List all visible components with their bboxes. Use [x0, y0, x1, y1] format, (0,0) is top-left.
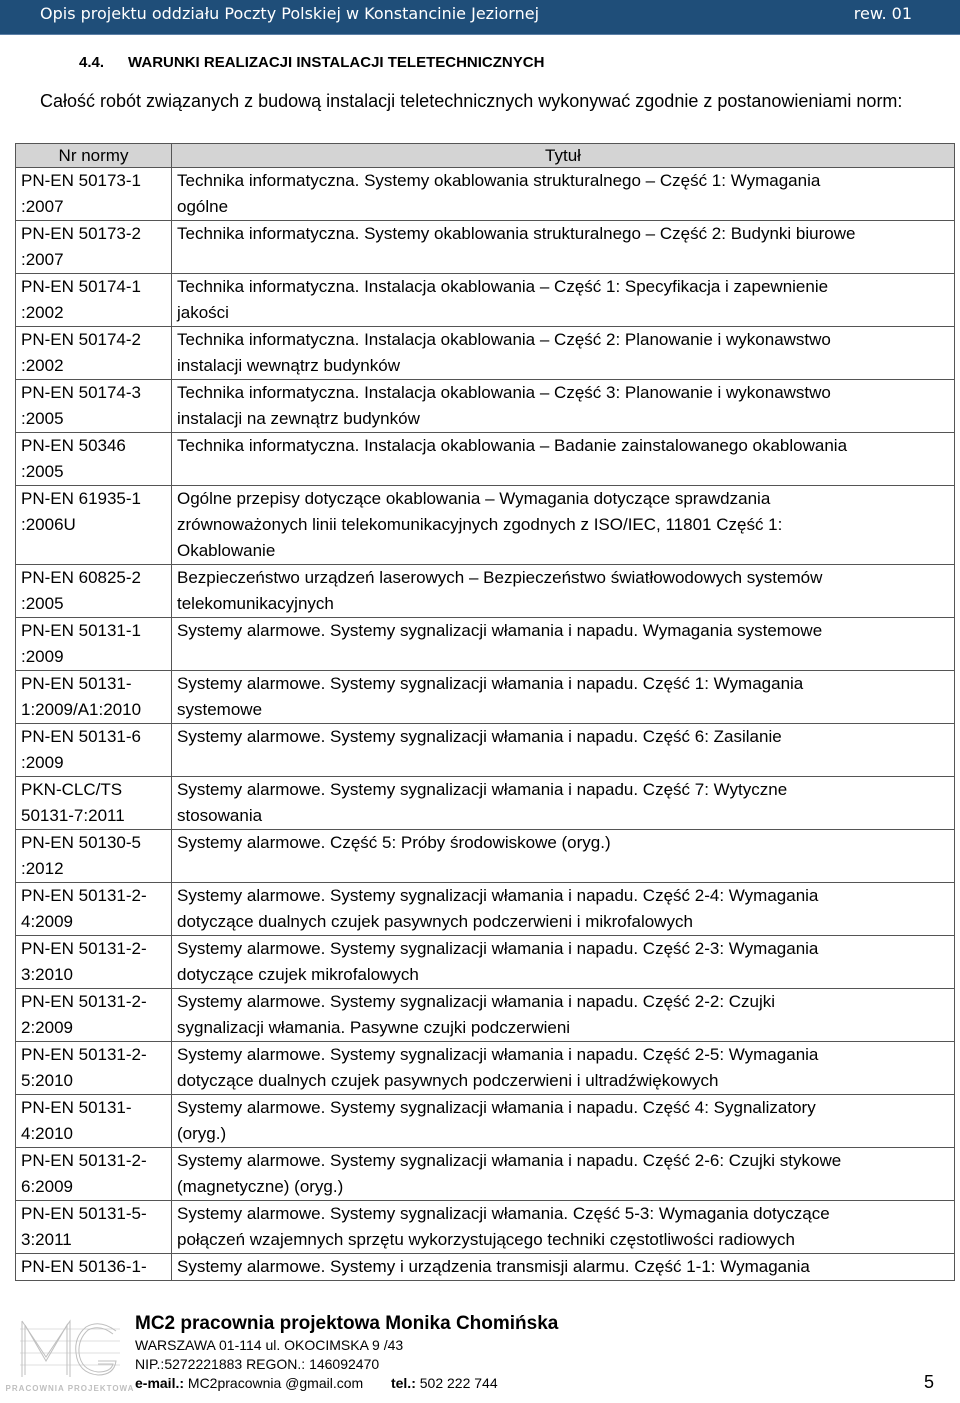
- norm-code-line: 6:2009: [21, 1177, 73, 1196]
- norm-title-line: Systemy alarmowe. Systemy sygnalizacji włamania i napadu. Część 2-4: Wymagania: [177, 886, 819, 905]
- table-row: [16, 1148, 955, 1201]
- tel-label: tel.:: [390, 1375, 416, 1391]
- norm-title-cell: [172, 380, 955, 433]
- norm-code-cell: [16, 486, 172, 565]
- norm-title-cell: [172, 221, 955, 274]
- norm-title-cell: [172, 1201, 955, 1254]
- norm-code-line: 2:2009: [21, 1018, 73, 1037]
- norm-code-line: PN-EN 50173-2: [21, 224, 142, 243]
- norm-title-cell: [172, 486, 955, 565]
- table-row: [16, 565, 955, 618]
- norm-code-cell: [16, 618, 172, 671]
- norm-title-cell: [172, 671, 955, 724]
- norm-code-line: PN-EN 50346: [21, 436, 126, 455]
- table-row: [16, 1201, 955, 1254]
- norm-title-line: Systemy alarmowe. Systemy sygnalizacji włamania i napadu. Część 6: Zasilanie: [177, 727, 782, 746]
- norm-code-cell: [16, 830, 172, 883]
- norm-code-line: PN-EN 50131-: [21, 674, 132, 693]
- norm-title-line: instalacji na zewnątrz budynków: [177, 409, 420, 428]
- norm-title-line: dotyczące dualnych czujek pasywnych podczerwieni i ultradźwiękowych: [177, 1071, 719, 1090]
- norm-code-line: :2012: [21, 859, 64, 878]
- norm-title-cell: [172, 565, 955, 618]
- table-row: [16, 989, 955, 1042]
- norm-code-line: :2007: [21, 197, 64, 216]
- table-row: [16, 618, 955, 671]
- norm-code-line: 3:2011: [21, 1230, 72, 1249]
- norm-title-line: Technika informatyczna. Instalacja okablowania – Część 1: Specyfikacja i zapewnienie: [177, 277, 829, 296]
- company-contact: [135, 1375, 498, 1391]
- norm-title-line: Okablowanie: [177, 541, 276, 560]
- norm-title-cell: [172, 433, 955, 486]
- email-label: e-mail.:: [135, 1375, 185, 1391]
- norm-title-line: Technika informatyczna. Instalacja okablowania – Część 3: Planowanie i wykonawstwo: [177, 383, 831, 402]
- norm-code-line: 50131-7:2011: [21, 806, 125, 825]
- norm-title-cell: [172, 274, 955, 327]
- norm-code-line: PN-EN 50131-: [21, 1098, 132, 1117]
- norm-code-line: :2005: [21, 409, 64, 428]
- norm-title-cell: [172, 1148, 955, 1201]
- norm-title-line: Systemy alarmowe. Systemy sygnalizacji włamania i napadu. Część 4: Sygnalizatory: [177, 1098, 816, 1117]
- norm-code-line: PN-EN 50131-2-: [21, 939, 147, 958]
- norm-code-line: PN-EN 50131-1: [21, 621, 142, 640]
- norm-code-cell: [16, 1201, 172, 1254]
- revision-label: rew. 01: [853, 4, 912, 23]
- norm-title-cell: [172, 618, 955, 671]
- page-number: 5: [923, 1372, 934, 1392]
- table-row: [16, 724, 955, 777]
- norm-code-line: PN-EN 50131-2-: [21, 1045, 147, 1064]
- norm-code-cell: [16, 1095, 172, 1148]
- norm-code-cell: [16, 433, 172, 486]
- norm-code-line: :2002: [21, 356, 64, 375]
- norm-title-line: Systemy alarmowe. Część 5: Próby środowiskowe (oryg.): [177, 833, 611, 852]
- norm-code-cell: [16, 168, 172, 221]
- table-row: [16, 433, 955, 486]
- company-nip-regon: NIP.:5272221883 REGON.: 146092470: [135, 1356, 380, 1372]
- norm-title-line: dotyczące czujek mikrofalowych: [177, 965, 419, 984]
- logo-text: PRACOWNIA PROJEKTOWA: [5, 1384, 135, 1393]
- column-header-code: Nr normy: [16, 144, 172, 168]
- norm-code-line: 3:2010: [21, 965, 73, 984]
- norm-title-line: Technika informatyczna. Instalacja okablowania – Część 2: Planowanie i wykonawstwo: [177, 330, 831, 349]
- norm-title-line: zrównoważonych linii telekomunikacyjnych zgodnych z ISO/IEC, 11801 Część 1:: [177, 515, 783, 534]
- norm-code-cell: [16, 221, 172, 274]
- norm-code-cell: [16, 1254, 172, 1281]
- table-row: [16, 486, 955, 565]
- table-row: [16, 274, 955, 327]
- norm-title-line: Systemy alarmowe. Systemy sygnalizacji włamania i napadu. Wymagania systemowe: [177, 621, 823, 640]
- norm-title-line: Systemy alarmowe. Systemy sygnalizacji włamania i napadu. Część 7: Wytyczne: [177, 780, 788, 799]
- document-title: Opis projektu oddziału Poczty Polskiej w Konstancinie Jeziornej: [40, 4, 540, 23]
- norm-code-line: :2009: [21, 647, 64, 666]
- section-number: 4.4.: [79, 54, 105, 71]
- norm-code-line: PN-EN 50131-2-: [21, 886, 147, 905]
- norm-code-line: PN-EN 50131-2-: [21, 1151, 147, 1170]
- norm-code-line: 4:2010: [21, 1124, 73, 1143]
- norm-code-cell: [16, 1148, 172, 1201]
- norm-code-line: PN-EN 50174-1: [21, 277, 142, 296]
- table-row: [16, 936, 955, 989]
- norm-code-cell: [16, 1042, 172, 1095]
- company-name: MC2 pracownia projektowa Monika Chomińska: [135, 1313, 559, 1334]
- norm-code-line: :2006U: [21, 515, 76, 534]
- norm-title-line: Systemy alarmowe. Systemy sygnalizacji włamania i napadu. Część 2-5: Wymagania: [177, 1045, 819, 1064]
- norm-title-cell: [172, 777, 955, 830]
- norm-title-line: Systemy alarmowe. Systemy sygnalizacji włamania i napadu. Część 2-2: Czujki: [177, 992, 776, 1011]
- company-address: WARSZAWA 01-114 ul. OKOCIMSKA 9 /43: [135, 1337, 404, 1353]
- norm-code-line: PN-EN 50131-2-: [21, 992, 147, 1011]
- norm-title-line: instalacji wewnątrz budynków: [177, 356, 400, 375]
- table-header-row: [16, 144, 955, 168]
- norm-code-cell: [16, 380, 172, 433]
- norm-code-line: 4:2009: [21, 912, 73, 931]
- company-logo: [5, 1317, 135, 1395]
- norm-code-line: PN-EN 60825-2: [21, 568, 142, 587]
- norm-title-cell: [172, 989, 955, 1042]
- norm-code-line: PN-EN 50173-1: [21, 171, 142, 190]
- norm-code-cell: [16, 883, 172, 936]
- norm-title-cell: [172, 1254, 955, 1281]
- norm-code-cell: [16, 671, 172, 724]
- norm-code-line: :2002: [21, 303, 64, 322]
- norm-code-line: :2005: [21, 462, 64, 481]
- norm-title-cell: [172, 1042, 955, 1095]
- norm-code-cell: [16, 777, 172, 830]
- norm-code-cell: [16, 989, 172, 1042]
- norm-title-line: Technika informatyczna. Systemy okablowania strukturalnego – Część 2: Budynki biurowe: [177, 224, 856, 243]
- norm-title-line: Systemy alarmowe. Systemy sygnalizacji włamania i napadu. Część 2-6: Czujki stykowe: [177, 1151, 842, 1170]
- norm-code-line: PKN-CLC/TS: [21, 780, 123, 799]
- table-row: [16, 883, 955, 936]
- table-row: [16, 327, 955, 380]
- table-row: [16, 671, 955, 724]
- norm-code-cell: [16, 274, 172, 327]
- norm-title-line: (oryg.): [177, 1124, 227, 1143]
- norm-title-line: jakości: [177, 303, 229, 322]
- table-row: [16, 380, 955, 433]
- norm-code-cell: [16, 936, 172, 989]
- norm-code-line: PN-EN 50174-3: [21, 383, 142, 402]
- norm-title-line: Ogólne przepisy dotyczące okablowania – Wymagania dotyczące sprawdzania: [177, 489, 771, 508]
- norm-code-line: :2009: [21, 753, 64, 772]
- page-header: [0, 0, 960, 35]
- column-header-title: Tytuł: [172, 144, 955, 168]
- norm-title-line: Systemy alarmowe. Systemy i urządzenia transmisji alarmu. Część 1-1: Wymagania: [177, 1257, 810, 1276]
- norm-code-line: PN-EN 61935-1: [21, 489, 142, 508]
- norm-code-cell: [16, 724, 172, 777]
- norm-code-line: PN-EN 50131-6: [21, 727, 142, 746]
- norm-title-line: systemowe: [177, 700, 263, 719]
- norm-title-line: Systemy alarmowe. Systemy sygnalizacji włamania i napadu. Część 1: Wymagania: [177, 674, 804, 693]
- table-row: [16, 1095, 955, 1148]
- norm-title-cell: [172, 724, 955, 777]
- email-value: MC2pracownia @gmail.com: [187, 1375, 364, 1391]
- norm-title-line: (magnetyczne) (oryg.): [177, 1177, 344, 1196]
- norm-title-cell: [172, 883, 955, 936]
- table-row: [16, 168, 955, 221]
- norm-title-cell: [172, 1095, 955, 1148]
- norm-code-line: PN-EN 50130-5: [21, 833, 142, 852]
- norm-code-line: :2007: [21, 250, 64, 269]
- norm-title-line: Systemy alarmowe. Systemy sygnalizacji włamania i napadu. Część 2-3: Wymagania: [177, 939, 819, 958]
- norm-title-line: Bezpieczeństwo urządzeń laserowych – Bezpieczeństwo światłowodowych systemów: [177, 568, 823, 587]
- norm-title-line: telekomunikacyjnych: [177, 594, 334, 613]
- table-row: [16, 221, 955, 274]
- norm-code-line: PN-EN 50174-2: [21, 330, 142, 349]
- norm-code-line: 1:2009/A1:2010: [21, 700, 142, 719]
- norm-code-line: PN-EN 50136-1-: [21, 1257, 147, 1276]
- section-heading: [79, 54, 544, 71]
- norm-title-line: ogólne: [177, 197, 229, 216]
- norm-title-line: Technika informatyczna. Systemy okablowania strukturalnego – Część 1: Wymagania: [177, 171, 821, 190]
- norm-title-line: sygnalizacji włamania. Pasywne czujki podczerwieni: [177, 1018, 571, 1037]
- norm-code-line: 5:2010: [21, 1071, 73, 1090]
- intro-paragraph: Całość robót związanych z budową instalacji teletechnicznych wykonywać zgodnie z postanowieniami norm:: [40, 91, 903, 111]
- norm-code-cell: [16, 327, 172, 380]
- section-title: WARUNKI REALIZACJI INSTALACJI TELETECHNICZNYCH: [128, 54, 545, 71]
- norm-title-cell: [172, 936, 955, 989]
- norm-title-line: dotyczące dualnych czujek pasywnych podczerwieni i mikrofalowych: [177, 912, 693, 931]
- norms-table: [15, 143, 955, 1281]
- tel-value: 502 222 744: [419, 1375, 498, 1391]
- table-row: [16, 1254, 955, 1281]
- norm-title-line: połączeń wzajemnych sprzętu wykorzystującego techniki częstotliwości radiowych: [177, 1230, 795, 1249]
- norm-title-cell: [172, 327, 955, 380]
- norm-title-cell: [172, 168, 955, 221]
- norm-code-line: :2005: [21, 594, 64, 613]
- norm-title-line: stosowania: [177, 806, 263, 825]
- table-row: [16, 1042, 955, 1095]
- norm-title-line: Systemy alarmowe. Systemy sygnalizacji włamania. Część 5-3: Wymagania dotyczące: [177, 1204, 830, 1223]
- norm-code-line: PN-EN 50131-5-: [21, 1204, 147, 1223]
- norm-title-line: Technika informatyczna. Instalacja okablowania – Badanie zainstalowanego okablowania: [177, 436, 848, 455]
- table-row: [16, 777, 955, 830]
- norms-table-body: [16, 168, 955, 1281]
- norm-title-cell: [172, 830, 955, 883]
- norm-code-cell: [16, 565, 172, 618]
- table-row: [16, 830, 955, 883]
